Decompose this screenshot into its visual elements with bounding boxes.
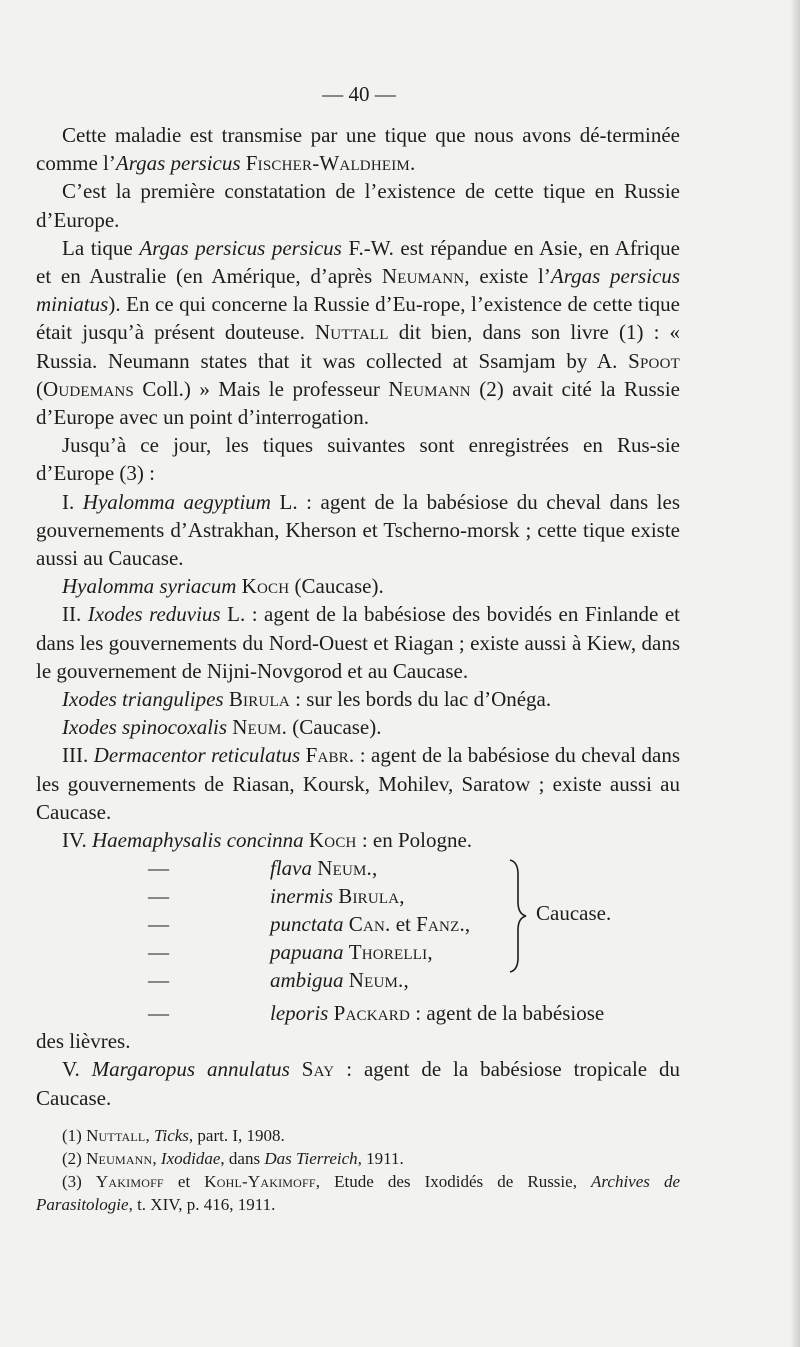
list-species xyxy=(270,938,433,966)
species-name: papuana xyxy=(270,940,344,965)
species-name: Ixodes triangulipes xyxy=(62,687,224,712)
species-name: ambigua xyxy=(270,968,344,993)
species-name: flava xyxy=(270,856,312,881)
roman-numeral: II. xyxy=(62,602,88,627)
author-name: Nuttall xyxy=(314,320,389,345)
species-name: punctata xyxy=(270,912,344,937)
entry-hyalomma-syriacum xyxy=(36,572,680,600)
author-name: Birula, xyxy=(338,884,405,909)
author-name: Neum., xyxy=(317,856,378,881)
roman-numeral: III. xyxy=(62,743,94,768)
page-number: — 40 — xyxy=(322,82,396,106)
author-name: Packard xyxy=(333,1001,411,1026)
author-name: L. xyxy=(270,489,298,514)
footnote-2 xyxy=(36,1147,680,1170)
author-name: Yakimoff xyxy=(95,1172,164,1191)
author-name: Thorelli, xyxy=(348,940,433,965)
text-run: : agent de la babésiose tropicale du Caucase. xyxy=(36,1057,681,1110)
work-title: Archives de Parasitologie xyxy=(36,1172,681,1214)
paragraph-2: C’est la première constatation de l’existence de cette tique en Russie d’Europe. xyxy=(36,179,680,232)
paragraph-4: Jusqu’à ce jour, les tiques suivantes sont enregistrées en Rus-sie d’Europe (3) : xyxy=(36,433,680,486)
text-run: et xyxy=(163,1172,205,1191)
text-run: , xyxy=(145,1126,154,1145)
text-run: ( xyxy=(36,376,43,401)
text-run: (Caucase). xyxy=(289,574,384,599)
ditto-dash: — xyxy=(148,856,169,881)
entry-ixodes-spinocoxalis xyxy=(36,713,680,741)
list-species xyxy=(270,966,409,994)
author-name: Nuttall xyxy=(86,1126,146,1145)
author-name: Koch xyxy=(308,828,357,853)
work-title: Ticks xyxy=(153,1126,189,1145)
species-name: Argas persicus xyxy=(115,151,241,176)
author-name: Neumann xyxy=(86,1149,153,1168)
haemaphysalis-species-list xyxy=(36,854,680,999)
footnote-1 xyxy=(36,1124,680,1147)
footnote-number: (2) xyxy=(62,1149,87,1168)
paragraph-1 xyxy=(36,121,680,177)
list-item xyxy=(36,966,680,994)
species-name: leporis xyxy=(270,1001,329,1026)
species-name: Hyalomma syriacum xyxy=(62,574,237,599)
author-name: Fischer-Waldheim xyxy=(245,151,410,176)
text-run: dit bien, dans son livre (1) : « Russia. Neumann states that it was collected at Ssamjam by A. xyxy=(36,320,681,373)
footnote-3 xyxy=(36,1170,680,1216)
author-name: Neum., xyxy=(348,968,409,993)
leporis-continuation: des lièvres. xyxy=(36,1029,131,1054)
text-run: : agent de la babésiose du cheval dans les gouvernements de Riasan, Koursk, Mohilev, Saratow ; existe aussi au Caucase. xyxy=(36,743,681,824)
entry-dermacentor-reticulatus xyxy=(36,741,680,826)
text-run: (2) avait cité la Russie d’Europe avec un point d’interrogation. xyxy=(36,376,680,430)
list-species xyxy=(270,882,405,910)
text-run: (Caucase). xyxy=(287,715,382,740)
roman-numeral: V. xyxy=(62,1057,92,1082)
paragraph-3 xyxy=(36,234,680,431)
author-name: Neum. xyxy=(232,715,288,740)
text-run: : sur les bords du lac d’Onéga. xyxy=(289,687,552,712)
brace-label: Caucase. xyxy=(536,901,612,926)
text-run: , xyxy=(152,1149,161,1168)
species-name: Margaropus annulatus xyxy=(91,1057,290,1082)
author-name: Birula xyxy=(228,687,290,712)
work-title: Ixodidae xyxy=(160,1149,221,1168)
text-run: ). En ce qui concerne la Russie d’Eu-rope, l’existence de cette tique était jusqu’à présent douteuse. xyxy=(36,292,680,345)
entry-margaropus-annulatus xyxy=(36,1055,680,1111)
species-name: Hyalomma aegyptium xyxy=(82,489,271,514)
text-run: , part. I, 1908. xyxy=(188,1126,285,1145)
ditto-dash: — xyxy=(148,940,169,965)
author-name: Neumann xyxy=(381,264,465,289)
curly-brace xyxy=(504,858,534,974)
text-run: et xyxy=(390,912,417,937)
list-species xyxy=(270,910,470,938)
text-run: F.-W. est répandue en Asie, en Afrique et en Australie (en Amérique, d’après xyxy=(36,235,681,289)
author-name: Say xyxy=(301,1057,335,1082)
ditto-dash: — xyxy=(148,912,169,937)
text-run: : agent de la babésiose xyxy=(410,1001,605,1026)
text-run: Coll.) » Mais le professeur xyxy=(133,376,389,401)
page-edge-shadow xyxy=(790,0,800,1347)
entry-hyalomma-aegyptium xyxy=(36,488,680,573)
text-run: , 1911. xyxy=(357,1149,404,1168)
list-item xyxy=(36,854,680,882)
footnote-number: (3) xyxy=(62,1172,96,1191)
species-name: Argas persicus persicus xyxy=(139,235,342,260)
author-name: Can. xyxy=(348,912,391,937)
list-species xyxy=(270,854,377,882)
text-run: Cette maladie est transmise par une tique que nous avons dé-terminée comme l’ xyxy=(36,123,680,176)
footnotes xyxy=(36,1124,680,1216)
footnote-number: (1) xyxy=(62,1126,87,1145)
text-run: : en Pologne. xyxy=(356,828,473,853)
author-name: Fabr. xyxy=(305,743,355,768)
ditto-dash: — xyxy=(148,968,169,993)
ditto-dash: — xyxy=(148,1001,169,1026)
text-run: : agent de la babésiose du cheval dans les gouvernements d’Astrakhan, Kherson et Tscherno-morsk ; cette tique existe aussi au Caucase. xyxy=(36,489,681,571)
author-name: L. xyxy=(220,602,246,627)
body-text xyxy=(36,121,680,1112)
roman-numeral: I. xyxy=(62,489,83,514)
species-name: Ixodes spinocoxalis xyxy=(62,715,228,740)
ditto-dash: — xyxy=(148,884,169,909)
author-name: Koch xyxy=(241,574,290,599)
work-title: Das Tierreich xyxy=(264,1149,358,1168)
list-item xyxy=(36,938,680,966)
author-name: Spoot xyxy=(628,348,680,373)
species-name: Ixodes reduvius xyxy=(87,602,221,627)
text-run: , Etude des Ixodidés de Russie, xyxy=(315,1172,592,1191)
text-run: , existe l’ xyxy=(464,264,551,289)
species-name: Haemaphysalis concinna xyxy=(91,828,304,853)
text-run: . xyxy=(409,151,416,176)
entry-ixodes-triangulipes xyxy=(36,685,680,713)
species-name: Argas persicus miniatus xyxy=(36,264,681,317)
entry-haemaphysalis-concinna xyxy=(36,826,680,854)
text-run: , t. XIV, p. 416, 1911. xyxy=(128,1195,276,1214)
species-name: inermis xyxy=(270,884,333,909)
entry-haemaphysalis-leporis xyxy=(36,999,680,1027)
author-name: Kohl-Yakimoff xyxy=(204,1172,316,1191)
entry-ixodes-reduvius xyxy=(36,600,680,685)
text-run: La tique xyxy=(62,235,140,260)
roman-numeral: IV. xyxy=(62,828,92,853)
text-run: : agent de la babésiose des bovidés en Finlande et dans les gouvernements du Nord-Ouest et Riagan ; existe aussi à Kiew, dans le gouvernement de Nijni-Novgorod et au Caucase. xyxy=(36,602,680,683)
species-name: Dermacentor reticulatus xyxy=(93,743,301,768)
leporis-line xyxy=(270,999,604,1027)
author-name: Oudemans xyxy=(43,376,134,401)
text-run: , dans xyxy=(220,1149,265,1168)
author-name: Neumann xyxy=(388,376,471,401)
author-name: Fanz., xyxy=(416,912,471,937)
